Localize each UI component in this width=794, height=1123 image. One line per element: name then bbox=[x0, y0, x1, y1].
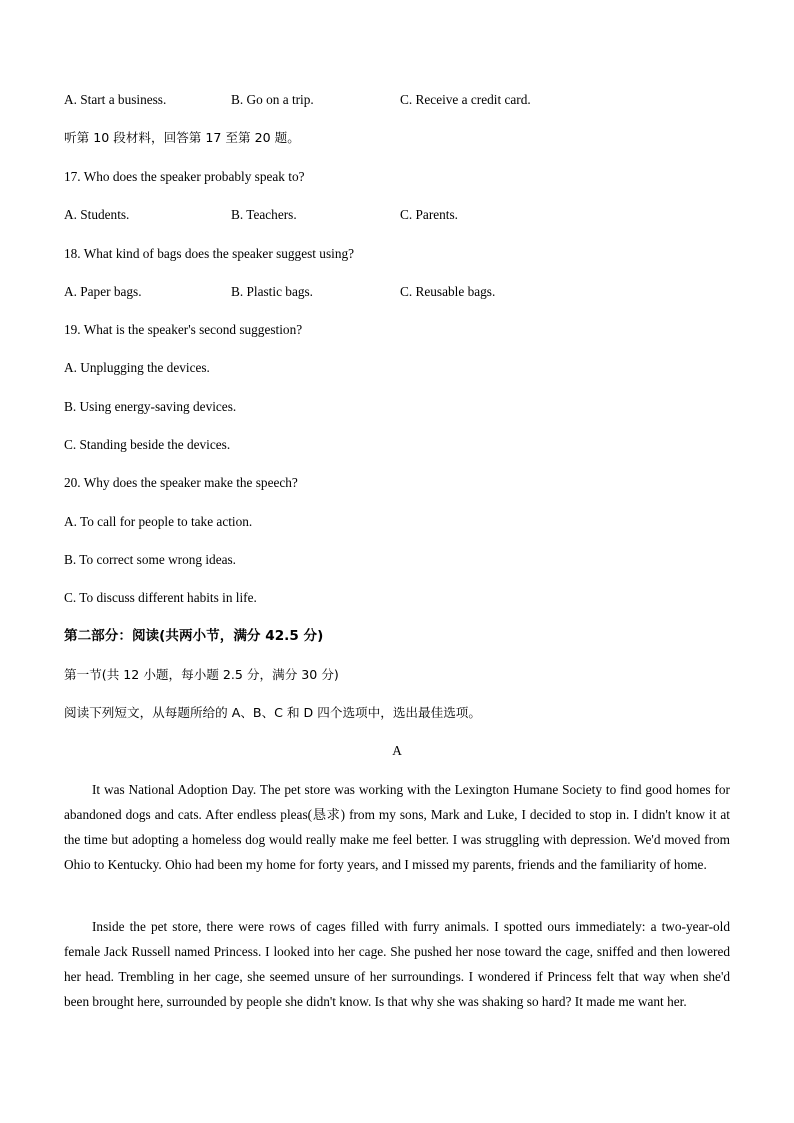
part2-title: 第二部分：阅读(共两小节，满分 42.5 分) bbox=[64, 628, 324, 644]
q19-option-b: B. Using energy-saving devices. bbox=[64, 399, 237, 414]
q18-option-c: C. Reusable bags. bbox=[400, 284, 496, 299]
q19-option-c: C. Standing beside the devices. bbox=[64, 437, 231, 452]
passage-paragraph-1 bbox=[64, 777, 730, 877]
passage-paragraph-1-text: It was National Adoption Day. The pet store was working with the Lexington Humane Society to find good homes for abandoned dogs and cats. After endless pleas(恳求) from my sons, Mark and Luke, I decided to stop in. I didn't know it at the time but adopting a homeless dog would really make me feel better. I was struggling with depression. We'd moved from Ohio to Kentucky. Ohio had been my home for forty years, and I missed my parents, friends and the familiarity of home. bbox=[64, 782, 730, 872]
passage-label: A bbox=[392, 743, 402, 758]
q18-option-a: A. Paper bags. bbox=[64, 284, 142, 299]
section10-instruction: 听第 10 段材料，回答第 17 至第 20 题。 bbox=[64, 130, 300, 145]
part2-section1: 第一节(共 12 小题，每小题 2.5 分，满分 30 分) bbox=[64, 667, 339, 682]
part2-instruction: 阅读下列短文，从每题所给的 A、B、C 和 D 四个选项中，选出最佳选项。 bbox=[64, 705, 481, 720]
q17-question: 17. Who does the speaker probably speak to? bbox=[64, 169, 305, 184]
q16-option-a: A. Start a business. bbox=[64, 92, 167, 107]
q16-option-c: C. Receive a credit card. bbox=[400, 92, 531, 107]
passage-paragraph-2 bbox=[64, 914, 730, 1014]
passage-paragraph-2-text: Inside the pet store, there were rows of cages filled with furry animals. I spotted ours immediately: a two-year-old female Jack Russell named Princess. I looked into her cage. She pushed her nose toward the cage, sniffed and then lowered her head. Trembling in her cage, she seemed unsure of her surroundings. I wondered if Princess felt that way when she'd been brought here, surrounded by people she didn't know. Is that why she was shaking so hard? It made me want her. bbox=[64, 919, 730, 1009]
q18-question: 18. What kind of bags does the speaker suggest using? bbox=[64, 246, 355, 261]
q17-option-b: B. Teachers. bbox=[231, 207, 297, 222]
q20-option-a: A. To call for people to take action. bbox=[64, 514, 253, 529]
q18-option-b: B. Plastic bags. bbox=[231, 284, 313, 299]
q20-option-b: B. To correct some wrong ideas. bbox=[64, 552, 237, 567]
q19-question: 19. What is the speaker's second suggestion? bbox=[64, 322, 303, 337]
q20-option-c: C. To discuss different habits in life. bbox=[64, 590, 257, 605]
q20-question: 20. Why does the speaker make the speech? bbox=[64, 475, 298, 490]
q17-option-a: A. Students. bbox=[64, 207, 130, 222]
q19-option-a: A. Unplugging the devices. bbox=[64, 360, 210, 375]
q17-option-c: C. Parents. bbox=[400, 207, 458, 222]
q16-option-b: B. Go on a trip. bbox=[231, 92, 314, 107]
